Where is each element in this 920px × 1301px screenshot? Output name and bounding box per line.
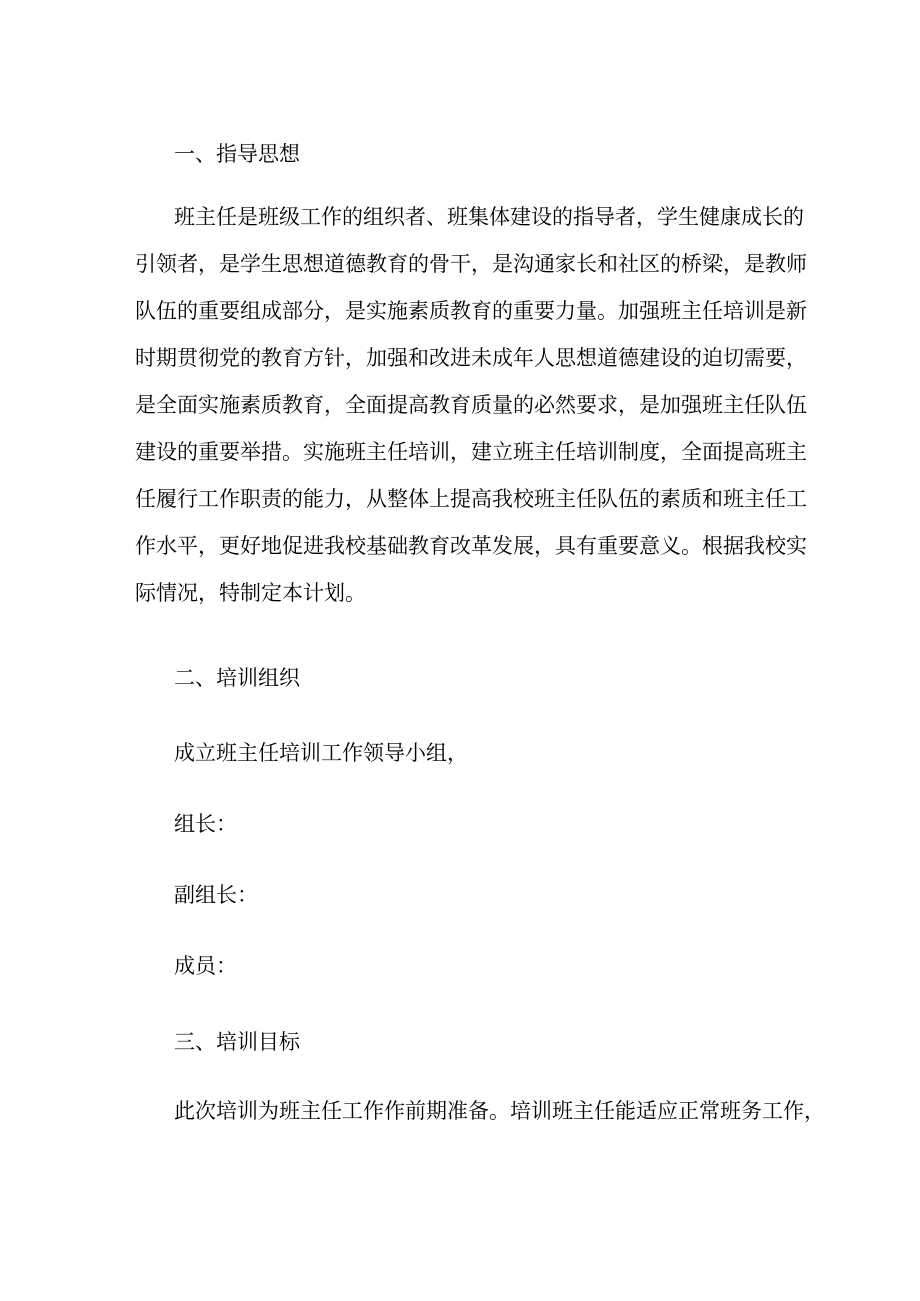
org-line-group-leader: 组长： <box>174 812 237 836</box>
org-line-leading-group: 成立班主任培训工作领导小组， <box>174 741 468 765</box>
section-heading-guiding-ideology: 一、指导思想 <box>174 142 300 166</box>
paragraph-line: 际情况，特制定本计划。 <box>135 581 366 605</box>
paragraph-line: 是全面实施素质教育，全面提高教育质量的必然要求，是加强班主任队伍 <box>135 393 807 417</box>
section-heading-training-goals: 三、培训目标 <box>174 1030 300 1054</box>
paragraph-line: 班主任是班级工作的组织者、班集体建设的指导者，学生健康成长的 <box>174 205 804 229</box>
org-line-members: 成员： <box>174 954 237 978</box>
paragraph-line: 任履行工作职责的能力，从整体上提高我校班主任队伍的素质和班主任工 <box>135 487 807 511</box>
paragraph-line: 时期贯彻党的教育方针，加强和改进未成年人思想道德建设的迫切需要， <box>135 346 807 370</box>
paragraph-line: 队伍的重要组成部分，是实施素质教育的重要力量。加强班主任培训是新 <box>135 299 807 323</box>
paragraph-line: 此次培训为班主任工作作前期准备。培训班主任能适应正常班务工作， <box>174 1099 825 1123</box>
section-heading-training-organization: 二、培训组织 <box>174 666 300 690</box>
paragraph-line: 建设的重要举措。实施班主任培训，建立班主任培训制度，全面提高班主 <box>135 440 807 464</box>
paragraph-line: 引领者，是学生思想道德教育的骨干，是沟通家长和社区的桥梁，是教师 <box>135 252 807 276</box>
paragraph-line: 作水平，更好地促进我校基础教育改革发展，具有重要意义。根据我校实 <box>135 534 807 558</box>
org-line-deputy-leader: 副组长： <box>174 883 258 907</box>
